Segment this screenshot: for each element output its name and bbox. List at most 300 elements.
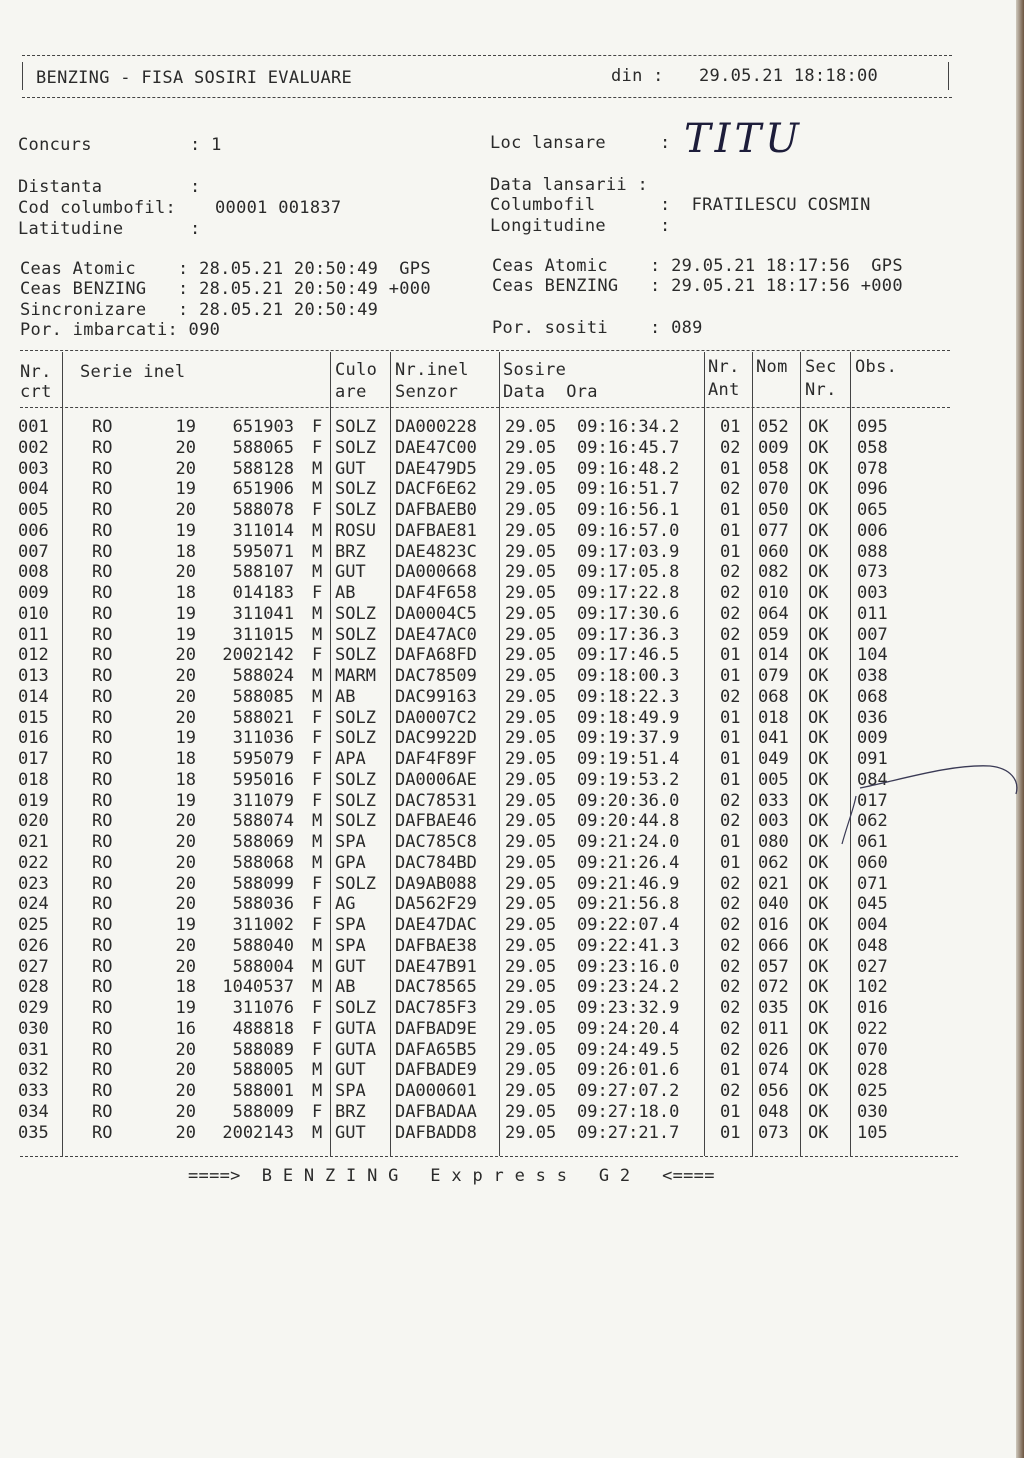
row-nr: 027 xyxy=(18,956,49,977)
row-sec: OK xyxy=(808,666,829,686)
row-ant: 02 xyxy=(720,562,741,583)
row-ring-number: 311015 xyxy=(232,624,294,645)
row-nr: 035 xyxy=(18,1122,49,1143)
porumbei-sositi: Por. sositi : 089 xyxy=(492,318,703,338)
col-rule xyxy=(62,352,63,1156)
row-ring-number: 588074 xyxy=(232,811,294,832)
row-nom: 077 xyxy=(758,520,789,541)
row-year: 18 xyxy=(175,749,196,769)
row-sec: OK xyxy=(808,811,829,832)
row-sex: M xyxy=(312,666,323,686)
row-time: 09:17:05.8 xyxy=(577,562,680,583)
row-time: 09:16:56.1 xyxy=(577,500,680,520)
row-date: 29.05 xyxy=(505,603,557,624)
row-color: SOLZ xyxy=(335,500,376,520)
row-sec: OK xyxy=(808,956,829,977)
row-time: 09:21:26.4 xyxy=(577,852,680,873)
row-year: 19 xyxy=(175,728,196,749)
row-color: GUT xyxy=(335,1060,366,1081)
row-country: RO xyxy=(92,1122,113,1143)
row-ant: 02 xyxy=(720,873,741,894)
row-nr: 013 xyxy=(18,666,49,686)
row-obs: 030 xyxy=(857,1101,888,1122)
row-nr: 011 xyxy=(18,624,49,645)
row-year: 20 xyxy=(175,1122,196,1143)
row-nom: 005 xyxy=(758,769,789,790)
row-nr: 018 xyxy=(18,769,49,790)
row-ring-number: 2002143 xyxy=(222,1122,294,1143)
row-date: 29.05 xyxy=(505,769,557,790)
row-obs: 084 xyxy=(857,769,888,790)
row-nom: 056 xyxy=(758,1081,789,1101)
row-nom: 066 xyxy=(758,935,789,956)
row-date: 29.05 xyxy=(505,437,557,458)
row-date: 29.05 xyxy=(505,583,557,603)
row-year: 20 xyxy=(175,458,196,479)
header-nr: Nr. xyxy=(20,362,52,382)
row-year: 20 xyxy=(175,1060,196,1081)
row-nom: 003 xyxy=(758,811,789,832)
row-nom: 082 xyxy=(758,562,789,583)
row-obs: 011 xyxy=(857,603,888,624)
row-sex: F xyxy=(312,873,323,894)
row-color: APA xyxy=(335,749,366,769)
row-nom: 021 xyxy=(758,873,789,894)
row-nr: 023 xyxy=(18,873,49,894)
row-year: 18 xyxy=(175,583,196,603)
col-rule xyxy=(752,352,753,1156)
row-obs: 070 xyxy=(857,1039,888,1060)
row-color: AB xyxy=(335,977,356,998)
row-sec: OK xyxy=(808,832,829,852)
row-year: 20 xyxy=(175,437,196,458)
row-nom: 035 xyxy=(758,998,789,1018)
row-country: RO xyxy=(92,811,113,832)
col-rule xyxy=(499,352,500,1156)
row-nom: 009 xyxy=(758,437,789,458)
row-sensor: DAE47B91 xyxy=(395,956,477,977)
header-sosire: Sosire xyxy=(503,360,567,380)
row-year: 18 xyxy=(175,769,196,790)
distanta-value: : xyxy=(190,177,201,197)
row-obs: 016 xyxy=(857,998,888,1018)
row-sensor: DAE479D5 xyxy=(395,458,477,479)
row-country: RO xyxy=(92,728,113,749)
row-nr: 017 xyxy=(18,749,49,769)
concurs-label: Concurs xyxy=(18,135,92,155)
row-ring-number: 588009 xyxy=(232,1101,294,1122)
row-ring-number: 588001 xyxy=(232,1081,294,1101)
row-year: 19 xyxy=(175,998,196,1018)
row-time: 09:19:53.2 xyxy=(577,769,680,790)
row-sex: F xyxy=(312,707,323,728)
row-nr: 014 xyxy=(18,686,49,707)
row-time: 09:24:49.5 xyxy=(577,1039,680,1060)
row-color: SOLZ xyxy=(335,437,376,458)
row-sex: M xyxy=(312,1081,323,1101)
row-ring-number: 588085 xyxy=(232,686,294,707)
row-time: 09:20:36.0 xyxy=(577,790,680,811)
row-time: 09:22:41.3 xyxy=(577,935,680,956)
row-nom: 080 xyxy=(758,832,789,852)
row-time: 09:19:51.4 xyxy=(577,749,680,769)
row-sec: OK xyxy=(808,437,829,458)
row-obs: 078 xyxy=(857,458,888,479)
row-country: RO xyxy=(92,583,113,603)
row-ant: 01 xyxy=(720,832,741,852)
row-ring-number: 588068 xyxy=(232,852,294,873)
row-sex: M xyxy=(312,1060,323,1081)
row-obs: 068 xyxy=(857,686,888,707)
row-nr: 008 xyxy=(18,562,49,583)
row-obs: 007 xyxy=(857,624,888,645)
row-nom: 058 xyxy=(758,458,789,479)
row-sensor: DAC785C8 xyxy=(395,832,477,852)
ceas-benzing-right: Ceas BENZING : 29.05.21 18:17:56 +000 xyxy=(492,276,903,296)
row-time: 09:22:07.4 xyxy=(577,915,680,935)
row-time: 09:24:20.4 xyxy=(577,1018,680,1039)
row-ring-number: 588069 xyxy=(232,832,294,852)
row-sex: F xyxy=(312,1101,323,1122)
row-nr: 003 xyxy=(18,458,49,479)
row-country: RO xyxy=(92,998,113,1018)
row-obs: 073 xyxy=(857,562,888,583)
row-date: 29.05 xyxy=(505,873,557,894)
row-nom: 060 xyxy=(758,541,789,562)
row-year: 20 xyxy=(175,666,196,686)
loc-handwritten-value: TITU xyxy=(684,116,803,162)
row-time: 09:23:32.9 xyxy=(577,998,680,1018)
row-obs: 096 xyxy=(857,479,888,500)
din-label: din : xyxy=(611,66,664,86)
row-sex: F xyxy=(312,645,323,666)
row-country: RO xyxy=(92,437,113,458)
row-date: 29.05 xyxy=(505,852,557,873)
row-nr: 009 xyxy=(18,583,49,603)
row-sex: F xyxy=(312,769,323,790)
row-sex: M xyxy=(312,458,323,479)
row-color: BRZ xyxy=(335,1101,366,1122)
row-sex: M xyxy=(312,686,323,707)
row-sensor: DA562F29 xyxy=(395,894,477,915)
row-nom: 062 xyxy=(758,852,789,873)
row-sex: M xyxy=(312,1122,323,1143)
row-ant: 01 xyxy=(720,666,741,686)
table-header-rule xyxy=(20,407,950,408)
row-ant: 02 xyxy=(720,686,741,707)
row-color: SOLZ xyxy=(335,811,376,832)
data-lansarii-label: Data lansarii : xyxy=(490,175,649,195)
row-ant: 02 xyxy=(720,811,741,832)
row-ring-number: 311076 xyxy=(232,998,294,1018)
row-sec: OK xyxy=(808,707,829,728)
row-ant: 02 xyxy=(720,583,741,603)
row-nom: 064 xyxy=(758,603,789,624)
row-color: GPA xyxy=(335,852,366,873)
columbofil-label: Columbofil xyxy=(490,195,596,215)
row-nom: 014 xyxy=(758,645,789,666)
row-obs: 071 xyxy=(857,873,888,894)
row-sex: M xyxy=(312,603,323,624)
header-nr-ant-2: Ant xyxy=(708,380,740,400)
header-serie-inel: Serie inel xyxy=(80,362,186,382)
row-nom: 057 xyxy=(758,956,789,977)
row-ring-number: 311014 xyxy=(232,520,294,541)
row-color: SOLZ xyxy=(335,769,376,790)
row-country: RO xyxy=(92,749,113,769)
row-ring-number: 588089 xyxy=(232,1039,294,1060)
row-color: AB xyxy=(335,686,356,707)
concurs-value: : 1 xyxy=(190,135,222,155)
row-country: RO xyxy=(92,479,113,500)
row-ant: 01 xyxy=(720,1060,741,1081)
row-year: 20 xyxy=(175,707,196,728)
row-sec: OK xyxy=(808,1039,829,1060)
row-sex: F xyxy=(312,1039,323,1060)
row-country: RO xyxy=(92,562,113,583)
row-nr: 026 xyxy=(18,935,49,956)
header-sec-2: Nr. xyxy=(805,380,837,400)
row-time: 09:18:00.3 xyxy=(577,666,680,686)
row-color: GUTA xyxy=(335,1039,376,1060)
row-ring-number: 014183 xyxy=(232,583,294,603)
row-date: 29.05 xyxy=(505,998,557,1018)
row-sec: OK xyxy=(808,562,829,583)
row-sec: OK xyxy=(808,1122,829,1143)
row-sec: OK xyxy=(808,479,829,500)
row-year: 20 xyxy=(175,686,196,707)
row-obs: 025 xyxy=(857,1081,888,1101)
row-ring-number: 588021 xyxy=(232,707,294,728)
row-nom: 041 xyxy=(758,728,789,749)
row-ring-number: 588065 xyxy=(232,437,294,458)
row-nr: 004 xyxy=(18,479,49,500)
row-sec: OK xyxy=(808,1018,829,1039)
row-ring-number: 651906 xyxy=(232,479,294,500)
row-nr: 006 xyxy=(18,520,49,541)
row-date: 29.05 xyxy=(505,811,557,832)
row-sensor: DAFA68FD xyxy=(395,645,477,666)
row-nom: 059 xyxy=(758,624,789,645)
row-country: RO xyxy=(92,645,113,666)
row-date: 29.05 xyxy=(505,479,557,500)
row-ant: 02 xyxy=(720,977,741,998)
row-sex: F xyxy=(312,894,323,915)
row-time: 09:23:24.2 xyxy=(577,977,680,998)
row-ant: 01 xyxy=(720,749,741,769)
row-sensor: DAFBADE9 xyxy=(395,1060,477,1081)
row-sex: F xyxy=(312,417,323,437)
row-nom: 073 xyxy=(758,1122,789,1143)
row-sensor: DAE4823C xyxy=(395,541,477,562)
row-nr: 012 xyxy=(18,645,49,666)
row-obs: 038 xyxy=(857,666,888,686)
row-ant: 02 xyxy=(720,1039,741,1060)
row-nom: 049 xyxy=(758,749,789,769)
row-ant: 02 xyxy=(720,915,741,935)
header-culoare-2: are xyxy=(335,382,367,402)
row-color: GUT xyxy=(335,1122,366,1143)
row-sec: OK xyxy=(808,852,829,873)
row-time: 09:16:57.0 xyxy=(577,520,680,541)
row-time: 09:27:18.0 xyxy=(577,1101,680,1122)
row-date: 29.05 xyxy=(505,915,557,935)
row-sensor: DAF4F658 xyxy=(395,583,477,603)
row-nr: 021 xyxy=(18,832,49,852)
row-date: 29.05 xyxy=(505,458,557,479)
row-sex: F xyxy=(312,749,323,769)
row-year: 20 xyxy=(175,873,196,894)
row-color: MARM xyxy=(335,666,376,686)
row-sensor: DA0007C2 xyxy=(395,707,477,728)
row-nr: 016 xyxy=(18,728,49,749)
row-sensor: DAE47AC0 xyxy=(395,624,477,645)
row-color: SOLZ xyxy=(335,645,376,666)
row-obs: 048 xyxy=(857,935,888,956)
row-year: 19 xyxy=(175,479,196,500)
row-sensor: DA000668 xyxy=(395,562,477,583)
row-obs: 009 xyxy=(857,728,888,749)
row-sec: OK xyxy=(808,686,829,707)
row-ant: 01 xyxy=(720,500,741,520)
header-sec-1: Sec xyxy=(805,357,837,377)
row-date: 29.05 xyxy=(505,977,557,998)
row-sec: OK xyxy=(808,500,829,520)
row-sec: OK xyxy=(808,998,829,1018)
row-obs: 058 xyxy=(857,437,888,458)
row-country: RO xyxy=(92,894,113,915)
row-ant: 02 xyxy=(720,790,741,811)
header-nr-inel: Nr.inel xyxy=(395,360,469,380)
row-nom: 040 xyxy=(758,894,789,915)
row-time: 09:23:16.0 xyxy=(577,956,680,977)
header-data-ora: Data Ora xyxy=(503,382,598,402)
row-year: 20 xyxy=(175,956,196,977)
ceas-atomic-left: Ceas Atomic : 28.05.21 20:50:49 GPS xyxy=(20,259,431,279)
row-country: RO xyxy=(92,832,113,852)
row-nr: 007 xyxy=(18,541,49,562)
row-ring-number: 2002142 xyxy=(222,645,294,666)
row-nr: 031 xyxy=(18,1039,49,1060)
row-sensor: DAFBAE81 xyxy=(395,520,477,541)
row-sex: M xyxy=(312,479,323,500)
row-sec: OK xyxy=(808,769,829,790)
row-sex: F xyxy=(312,1018,323,1039)
row-ring-number: 311079 xyxy=(232,790,294,811)
row-sensor: DAC78565 xyxy=(395,977,477,998)
page-edge xyxy=(1016,0,1024,1458)
row-obs: 027 xyxy=(857,956,888,977)
row-country: RO xyxy=(92,915,113,935)
row-ring-number: 595016 xyxy=(232,769,294,790)
col-rule xyxy=(390,352,391,1156)
row-ant: 01 xyxy=(720,417,741,437)
row-date: 29.05 xyxy=(505,562,557,583)
row-nr: 005 xyxy=(18,500,49,520)
cod-value: 00001 001837 xyxy=(215,198,342,218)
row-year: 18 xyxy=(175,977,196,998)
row-year: 20 xyxy=(175,1081,196,1101)
row-ant: 01 xyxy=(720,458,741,479)
row-sex: F xyxy=(312,583,323,603)
row-sec: OK xyxy=(808,873,829,894)
row-nom: 010 xyxy=(758,583,789,603)
row-nom: 050 xyxy=(758,500,789,520)
row-sex: M xyxy=(312,541,323,562)
row-year: 20 xyxy=(175,1101,196,1122)
row-sex: F xyxy=(312,728,323,749)
row-date: 29.05 xyxy=(505,956,557,977)
row-color: SOLZ xyxy=(335,707,376,728)
row-date: 29.05 xyxy=(505,1060,557,1081)
row-obs: 104 xyxy=(857,645,888,666)
row-ant: 02 xyxy=(720,894,741,915)
row-nom: 052 xyxy=(758,417,789,437)
row-nr: 015 xyxy=(18,707,49,728)
row-date: 29.05 xyxy=(505,1122,557,1143)
row-nr: 022 xyxy=(18,852,49,873)
row-ant: 02 xyxy=(720,1081,741,1101)
row-nr: 029 xyxy=(18,998,49,1018)
row-sec: OK xyxy=(808,915,829,935)
row-sensor: DAFBAE38 xyxy=(395,935,477,956)
row-sex: M xyxy=(312,977,323,998)
row-nr: 010 xyxy=(18,603,49,624)
row-nom: 068 xyxy=(758,686,789,707)
row-ring-number: 588099 xyxy=(232,873,294,894)
row-nr: 001 xyxy=(18,417,49,437)
row-sensor: DA000228 xyxy=(395,417,477,437)
row-obs: 045 xyxy=(857,894,888,915)
row-color: SPA xyxy=(335,1081,366,1101)
row-sensor: DAFBAD9E xyxy=(395,1018,477,1039)
row-sex: M xyxy=(312,562,323,583)
row-year: 20 xyxy=(175,562,196,583)
longitudine-value: : xyxy=(660,216,671,236)
row-color: SPA xyxy=(335,935,366,956)
row-obs: 065 xyxy=(857,500,888,520)
row-obs: 088 xyxy=(857,541,888,562)
row-color: GUTA xyxy=(335,1018,376,1039)
row-year: 19 xyxy=(175,915,196,935)
row-sec: OK xyxy=(808,458,829,479)
row-date: 29.05 xyxy=(505,832,557,852)
row-sex: M xyxy=(312,935,323,956)
row-sec: OK xyxy=(808,417,829,437)
row-sensor: DA9AB088 xyxy=(395,873,477,894)
row-sec: OK xyxy=(808,977,829,998)
row-date: 29.05 xyxy=(505,417,557,437)
pen-mark xyxy=(840,760,1024,850)
row-ant: 02 xyxy=(720,624,741,645)
footer-brand: ====> B E N Z I N G E x p r e s s G 2 <==== xyxy=(188,1166,715,1186)
row-country: RO xyxy=(92,956,113,977)
row-sec: OK xyxy=(808,1060,829,1081)
row-sec: OK xyxy=(808,624,829,645)
row-country: RO xyxy=(92,624,113,645)
row-nom: 016 xyxy=(758,915,789,935)
header-nr-ant-1: Nr. xyxy=(708,357,740,377)
row-nom: 074 xyxy=(758,1060,789,1081)
row-obs: 062 xyxy=(857,811,888,832)
row-nom: 048 xyxy=(758,1101,789,1122)
row-obs: 006 xyxy=(857,520,888,541)
row-year: 19 xyxy=(175,417,196,437)
row-nom: 033 xyxy=(758,790,789,811)
row-nom: 018 xyxy=(758,707,789,728)
row-nr: 025 xyxy=(18,915,49,935)
row-color: SPA xyxy=(335,915,366,935)
